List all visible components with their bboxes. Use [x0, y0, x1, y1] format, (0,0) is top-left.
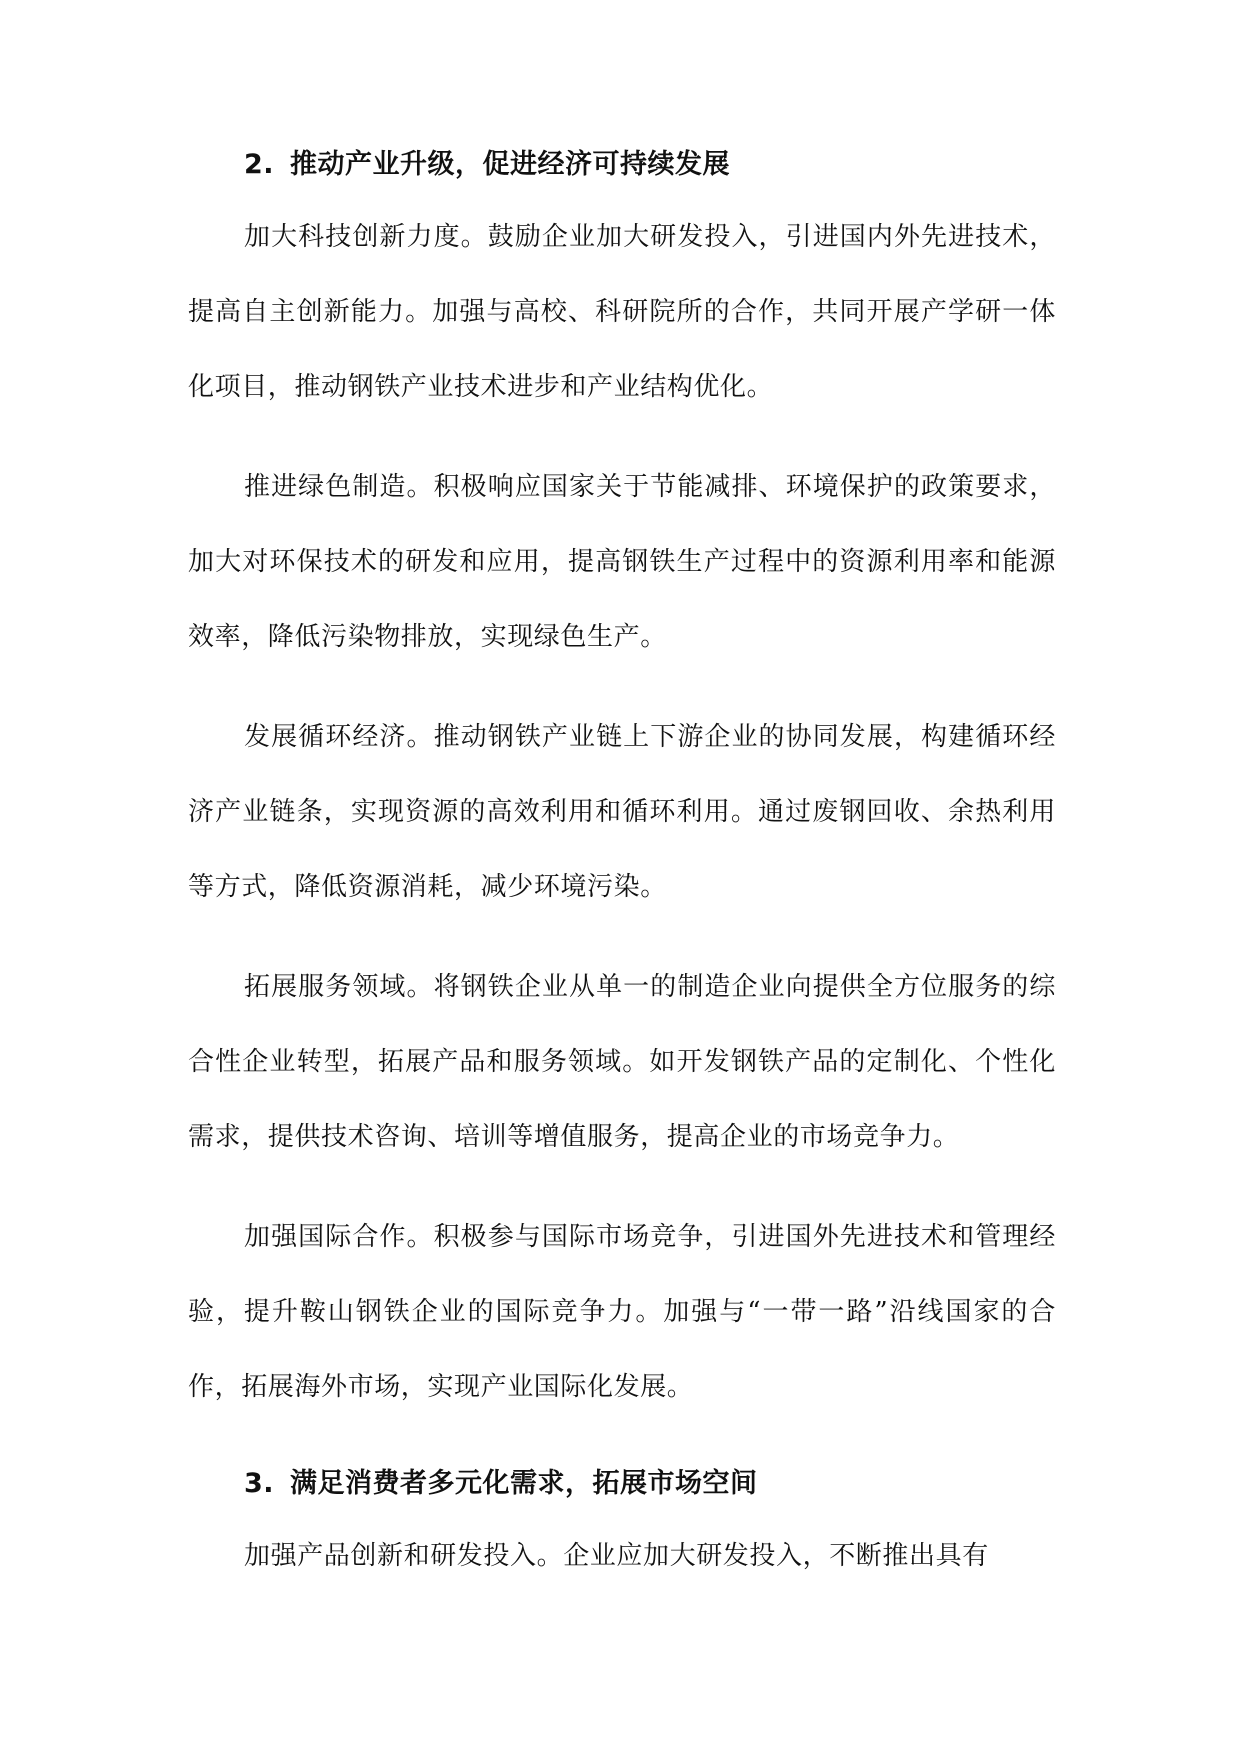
section-number: 3.: [244, 1468, 275, 1499]
paragraph-circular-economy: 发展循环经济。推动钢铁产业链上下游企业的协同发展，构建循环经济产业链条，实现资源的高效利用和循环利用。通过废钢回收、余热利用等方式，降低资源消耗，减少环境污染。: [188, 722, 1056, 902]
section-heading-2: [188, 140, 1056, 190]
paragraph-green-manufacturing: 推进绿色制造。积极响应国家关于节能减排、环境保护的政策要求，加大对环保技术的研发和应用，提高钢铁生产过程中的资源利用率和能源效率，降低污染物排放，实现绿色生产。: [188, 472, 1056, 652]
document-body: [188, 140, 1056, 1594]
paragraph-service-expansion: 拓展服务领域。将钢铁企业从单一的制造企业向提供全方位服务的综合性企业转型，拓展产品和服务领域。如开发钢铁产品的定制化、个性化需求，提供技术咨询、培训等增值服务，提高企业的市场竞争力。: [188, 972, 1056, 1152]
section-title: 推动产业升级，促进经济可持续发展: [290, 149, 731, 180]
section-heading-3: [188, 1459, 1056, 1509]
paragraph-tech-innovation: 加大科技创新力度。鼓励企业加大研发投入，引进国内外先进技术，提高自主创新能力。加强与高校、科研院所的合作，共同开展产学研一体化项目，推动钢铁产业技术进步和产业结构优化。: [188, 222, 1056, 402]
section-title: 满足消费者多元化需求，拓展市场空间: [290, 1468, 758, 1499]
section-number: 2.: [244, 149, 275, 180]
paragraph-international-cooperation: 加强国际合作。积极参与国际市场竞争，引进国外先进技术和管理经验，提升鞍山钢铁企业的国际竞争力。加强与“一带一路”沿线国家的合作，拓展海外市场，实现产业国际化发展。: [188, 1222, 1056, 1402]
paragraph-product-innovation: 加强产品创新和研发投入。企业应加大研发投入，不断推出具有: [244, 1541, 989, 1571]
